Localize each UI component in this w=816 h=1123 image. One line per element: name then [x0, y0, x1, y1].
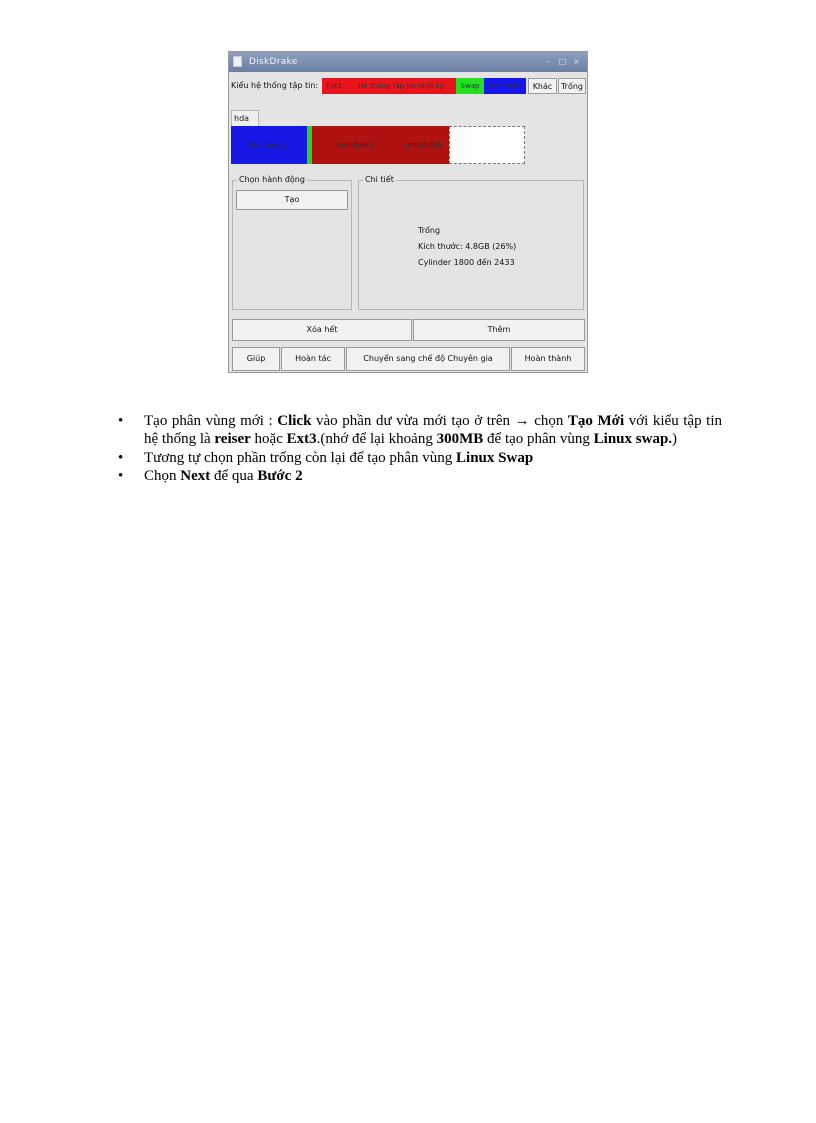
minimize-icon[interactable]: –	[546, 57, 551, 66]
details-text	[418, 223, 516, 271]
add-button[interactable]: Thêm	[413, 319, 585, 341]
other-filesystem-button[interactable]: Khác	[528, 78, 557, 94]
details-name: Trống	[418, 226, 441, 235]
tab-hda[interactable]: hda	[231, 110, 259, 127]
bullet-item	[118, 449, 722, 467]
expert-mode-button[interactable]: Chuyển sang chế độ Chuyên gia	[346, 347, 510, 371]
bullet-text: với kiểu tập tin hệ thống là	[144, 413, 722, 447]
bullet-text-bold: Linux swap.	[593, 431, 673, 447]
create-button[interactable]: Tạo	[236, 190, 348, 210]
partition-empty-selected[interactable]	[449, 126, 525, 164]
partition-hda0[interactable]: /mnt/hda0	[312, 126, 398, 164]
bullet-text: )	[672, 431, 678, 447]
legend-swatch-windows: Windows	[484, 78, 526, 94]
arrow-right-icon: →	[514, 413, 530, 429]
bullet-text: để qua	[210, 468, 258, 484]
actions-group	[232, 175, 352, 310]
bullet-text-bold: Bước 2	[257, 468, 303, 484]
bullet-text: Tạo phân vùng mới :	[144, 413, 278, 429]
empty-filesystem-button[interactable]: Trống	[558, 78, 586, 94]
details-group	[358, 175, 584, 310]
bullet-text: hoặc	[250, 431, 287, 447]
done-button[interactable]: Hoàn thành	[511, 347, 585, 371]
bullet-text-bold: Click	[277, 413, 312, 429]
legend-label: Kiểu hệ thống tập tin:	[231, 81, 319, 90]
maximize-icon[interactable]: □	[558, 57, 567, 66]
bullet-icon: •	[118, 468, 124, 484]
bullet-item	[118, 467, 722, 485]
bullet-text: Chọn	[144, 468, 181, 484]
bullet-text-bold: Linux Swap	[456, 450, 534, 466]
bullet-text-bold: reiser	[214, 431, 251, 447]
help-button[interactable]: Giúp	[232, 347, 280, 371]
bullet-text-bold: Ext3	[286, 431, 317, 447]
legend-swatch-journal: Hệ thống tập tin nhật ký	[346, 78, 456, 94]
legend-swatch-swap: Swap	[456, 78, 484, 94]
details-cylinder: Cylinder 1800 đến 2433	[418, 258, 515, 267]
partition-windows[interactable]: Windows_p	[231, 126, 307, 164]
app-icon	[233, 56, 242, 67]
partition-hda5[interactable]: /mnt/hda5	[398, 126, 449, 164]
undo-button[interactable]: Hoàn tác	[281, 347, 345, 371]
bullet-icon: •	[118, 413, 124, 429]
bullet-item	[118, 412, 722, 448]
bullet-icon: •	[118, 450, 124, 466]
bullet-text: .(nhớ để lại khoảng	[316, 431, 437, 447]
clear-all-button[interactable]: Xóa hết	[232, 319, 412, 341]
filesystem-type-legend	[229, 76, 587, 96]
window-title: DiskDrake	[249, 57, 298, 67]
details-group-title: Chi tiết	[365, 175, 394, 184]
bullet-text-bold: 300MB	[436, 431, 484, 447]
bullet-text: chọn	[529, 413, 568, 429]
window-titlebar	[229, 52, 587, 72]
details-size: Kích thước: 4.8GB (26%)	[418, 242, 517, 251]
instruction-list	[118, 412, 722, 485]
close-icon[interactable]: ×	[573, 57, 580, 66]
bullet-text-bold: Next	[180, 468, 211, 484]
actions-group-title: Chọn hành động	[239, 175, 305, 184]
diskdrake-screenshot	[228, 51, 588, 373]
bullet-text: Tương tự chọn phần trống còn lại để tạo phân vùng	[144, 450, 457, 466]
legend-swatch-ext3: Ext3	[322, 78, 346, 94]
bullet-text: vào phần dư vừa mới tạo ở trên	[311, 413, 515, 429]
bullet-text-bold: Tạo Mới	[567, 413, 625, 429]
bullet-text: để tạo phân vùng	[483, 431, 594, 447]
